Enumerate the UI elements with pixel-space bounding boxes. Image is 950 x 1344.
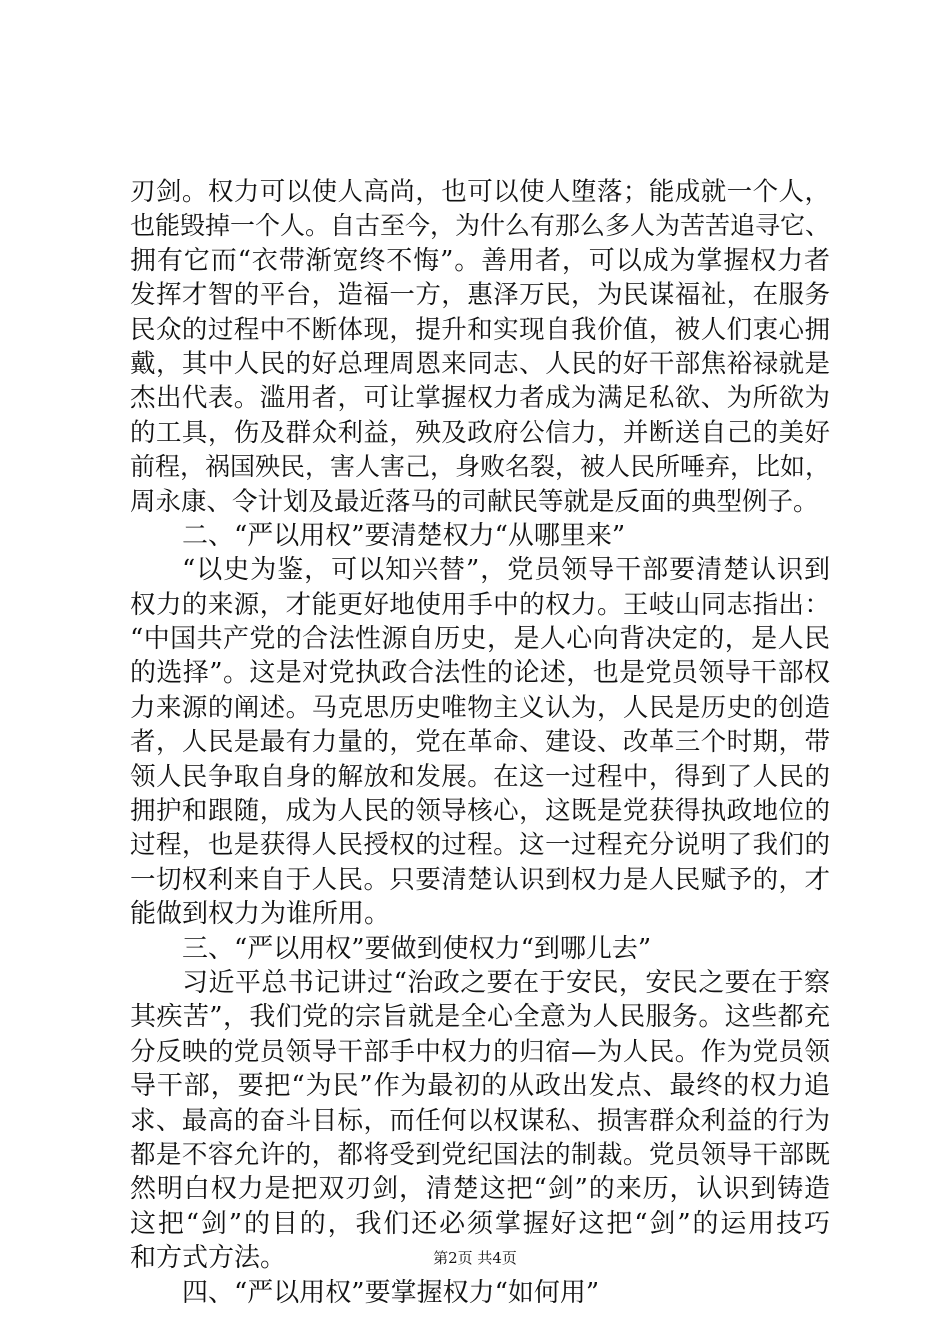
page-footer: 第2页 共4页	[433, 1249, 517, 1267]
text-line: “中国共产党的合法性源自历史，是人心向背决定的，是人民	[130, 624, 830, 655]
text-line: 习近平总书记讲过“治政之要在于安民，安民之要在于察	[182, 967, 830, 998]
text-line: 发挥才智的平台，造福一方，惠泽万民，为民谋福祉，在服务	[130, 280, 830, 311]
text-line: 过程，也是获得人民授权的过程。这一过程充分说明了我们的	[130, 830, 830, 861]
text-line: 刃剑。权力可以使人高尚，也可以使人堕落；能成就一个人，	[130, 177, 830, 207]
text-line: 分反映的党员领导干部手中权力的归宿—为人民。作为党员领	[130, 1036, 830, 1067]
text-line: 权力的来源，才能更好地使用手中的权力。王岐山同志指出：	[130, 589, 830, 620]
text-line: 求、最高的奋斗目标，而任何以权谋私、损害群众利益的行为	[130, 1105, 830, 1136]
section-heading: 二、“严以用权”要清楚权力“从哪里来”	[182, 520, 626, 551]
text-line: 这把“剑”的目的，我们还必须掌握好这把“剑”的运用技巧	[130, 1208, 830, 1239]
text-line: 导干部，要把“为民”作为最初的从政出发点、最终的权力追	[130, 1071, 830, 1102]
text-line: 和方式方法。	[130, 1243, 287, 1274]
section-heading: 四、“严以用权”要掌握权力“如何用”	[182, 1277, 600, 1308]
text-line: 也能毁掉一个人。自古至今，为什么有那么多人为苦苦追寻它、	[130, 211, 831, 241]
text-line: 前程，祸国殃民，害人害己，身败名裂，被人民所唾弃，比如，	[130, 452, 831, 482]
text-line: 能做到权力为谁所用。	[130, 899, 391, 930]
text-line: 一切权利来自于人民。只要清楚认识到权力是人民赋予的，才	[130, 864, 830, 895]
text-line: 都是不容允许的，都将受到党纪国法的制裁。党员领导干部既	[130, 1139, 830, 1170]
text-line: 然明白权力是把双刃剑，清楚这把“剑”的来历，认识到铸造	[130, 1174, 830, 1205]
section-heading: 三、“严以用权”要做到使权力“到哪儿去”	[182, 933, 652, 964]
text-line: 拥有它而“衣带渐宽终不悔”。善用者，可以成为掌握权力者	[130, 245, 830, 276]
text-line: 拥护和跟随，成为人民的领导核心，这既是党获得执政地位的	[130, 796, 830, 827]
text-line: “以史为鉴，可以知兴替”，党员领导干部要清楚认识到	[182, 555, 830, 586]
text-line: 力来源的阐述。马克思历史唯物主义认为，人民是历史的创造	[130, 692, 830, 723]
text-line: 周永康、令计划及最近落马的司献民等就是反面的典型例子。	[130, 486, 819, 517]
text-line: 者，人民是最有力量的，党在革命、建设、改革三个时期，带	[130, 727, 830, 758]
text-line: 民众的过程中不断体现，提升和实现自我价值，被人们衷心拥	[130, 314, 830, 345]
document-body	[130, 175, 830, 1310]
text-line: 戴，其中人民的好总理周恩来同志、人民的好干部焦裕禄就是	[130, 348, 830, 379]
text-line: 其疾苦”，我们党的宗旨就是全心全意为人民服务。这些都充	[130, 1002, 830, 1033]
text-line: 的选择”。这是对党执政合法性的论述，也是党员领导干部权	[130, 658, 830, 689]
text-line: 杰出代表。滥用者，可让掌握权力者成为满足私欲、为所欲为	[130, 383, 830, 414]
text-line: 的工具，伤及群众利益，殃及政府公信力，并断送自己的美好	[130, 417, 830, 448]
text-line: 领人民争取自身的解放和发展。在这一过程中，得到了人民的	[130, 761, 830, 792]
